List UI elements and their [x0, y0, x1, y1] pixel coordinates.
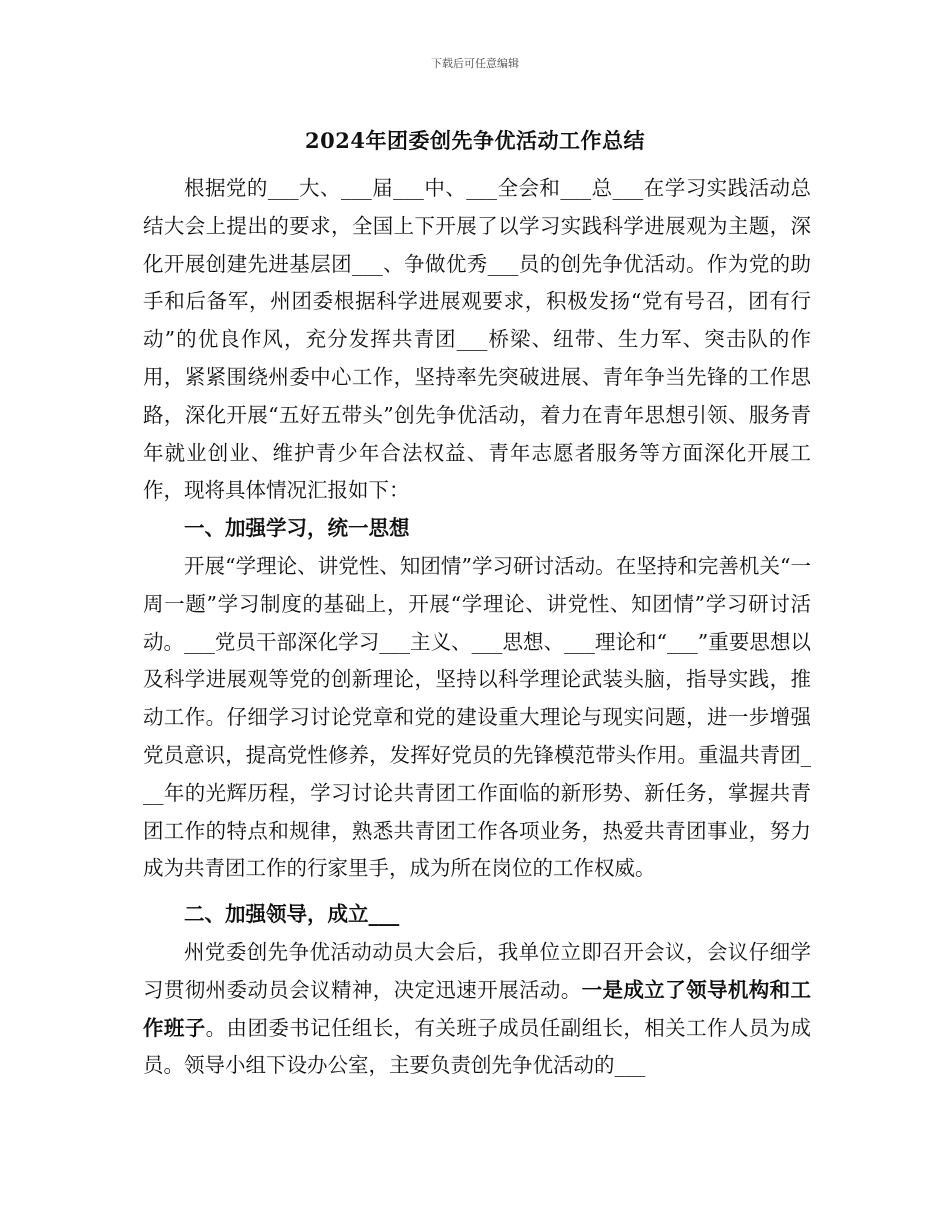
document-title: 2024年团委创先争优活动工作总结	[305, 128, 645, 153]
document-body	[143, 170, 811, 1085]
section-heading-1: 一、加强学习，统一思想	[184, 516, 410, 541]
paragraph-leadership-end: 。由团委书记任组长，有关班子成员任副组长，相关工作人员为成员。领导小组下设办公室，主要负责创先争优活动的___	[143, 1015, 812, 1078]
paragraph-intro: 根据党的___大、___届___中、___全会和___总___在学习实践活动总结大会上提出的要求，全国上下开展了以学习实践科学进展观为主题，深化开展创建先进基层团___、争做优秀___员的创先争优活动。作为党的助手和后备军，州团委根据科学进展观要求，积极发扬“党有号召，团有行动”的优良作风，充分发挥共青团___桥梁、纽带、生力军、突击队的作用，紧紧围绕州委中心工作，坚持率先突破进展、青年争当先锋的工作思路，深化开展“五好五带头”创先争优活动，着力在青年思想引领、服务青年就业创业、维护青少年合法权益、青年志愿者服务等方面深化开展工作，现将具体情况汇报如下：	[143, 176, 811, 503]
paragraph-leadership-start: 州党委创先争优活动动员大会后，我单位立即召开会议，会议仔细学习贯彻州委动员会议精神，决定迅速开展活动。	[143, 939, 811, 1002]
paragraph-study: 开展“学理论、讲党性、知团情”学习研讨活动。在坚持和完善机关“一周一题”学习制度的基础上，开展“学理论、讲党性、知团情”学习研讨活动。___党员干部深化学习___主义、___思想、___理论和“___”重要思想以及科学进展观等党的创新理论，坚持以科学理论武装头脑，指导实践，推动工作。仔细学习讨论党章和党的建设重大理论与现实问题，进一步增强党员意识，提高党性修养，发挥好党员的先锋模范带头作用。重温共青团___年的光辉历程，学习讨论共青团工作面临的新形势、新任务，掌握共青团工作的特点和规律，熟悉共青团工作各项业务，热爱共青团事业，努力成为共青团工作的行家里手，成为所在岗位的工作权威。	[143, 553, 811, 881]
paragraph-leadership	[143, 934, 811, 1085]
paragraph-leadership-emphasis: 一是成立了领导机构和工作班子	[143, 977, 812, 1040]
section-heading-2: 二、加强领导，成立___	[184, 902, 400, 927]
header-note: 下载后可任意编辑	[431, 57, 519, 70]
